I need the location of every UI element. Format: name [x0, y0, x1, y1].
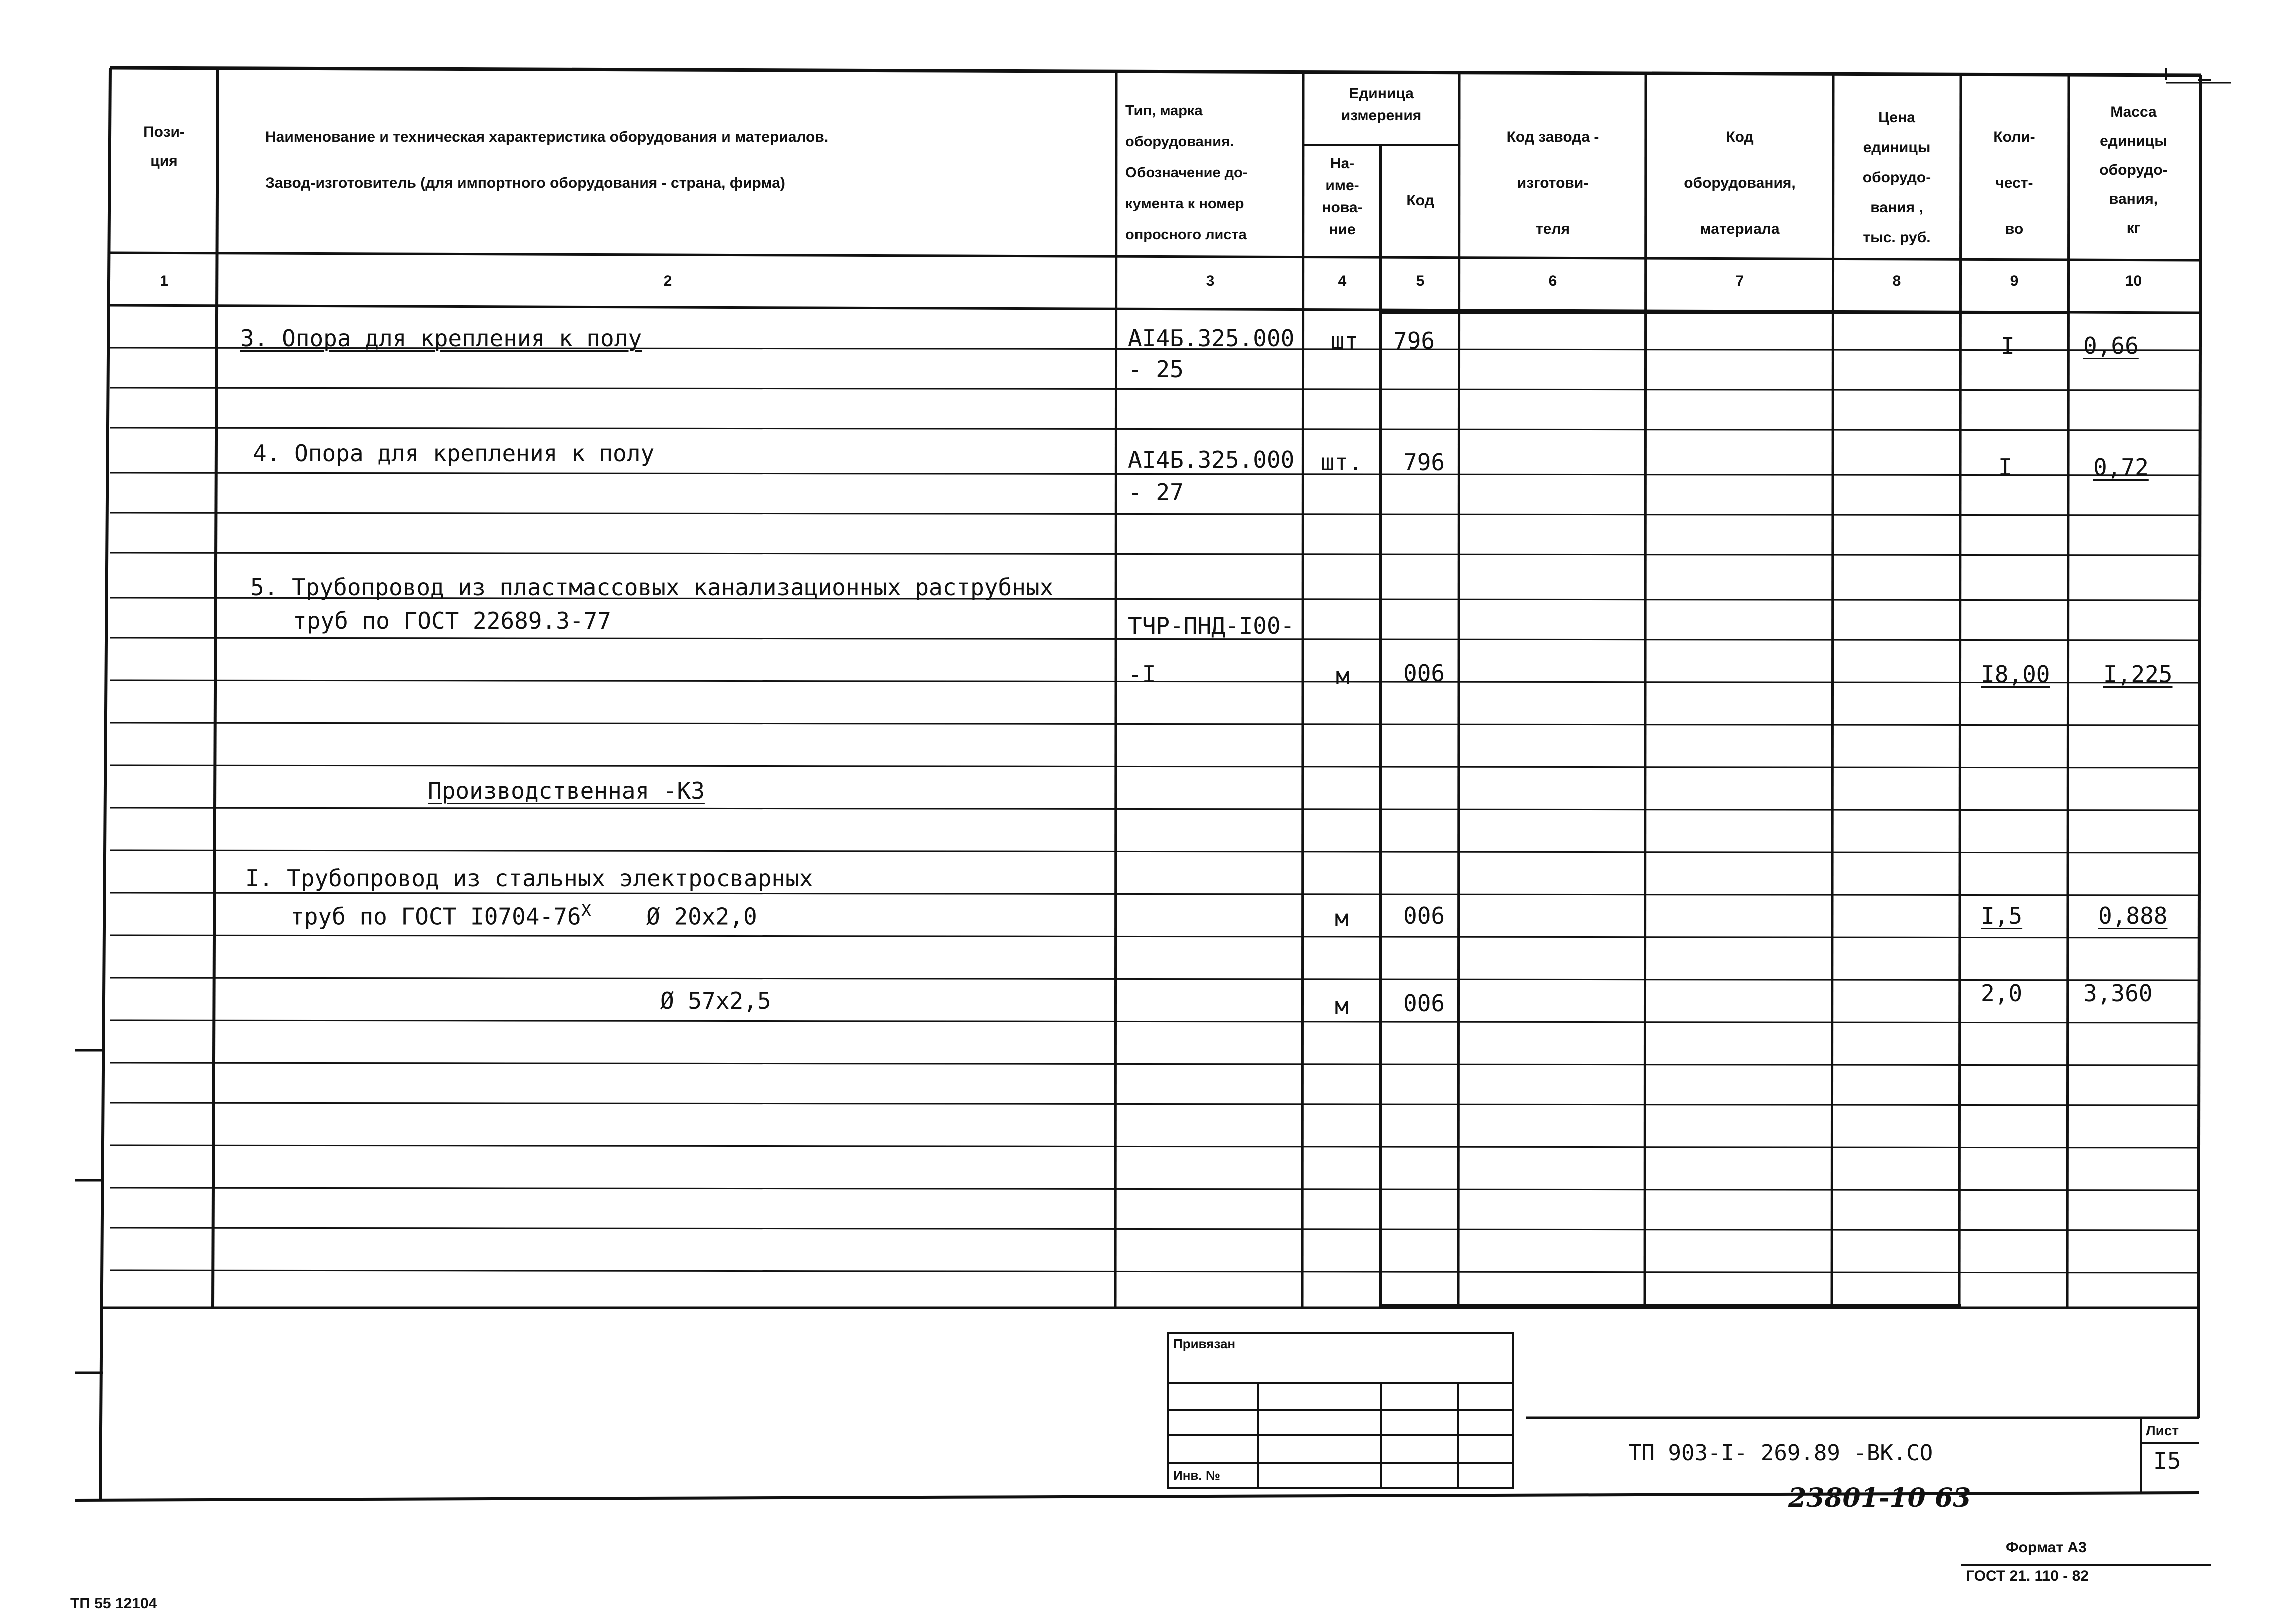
item-mass: I,225 [2103, 661, 2173, 688]
header-equipment-code-line: Код [1726, 129, 1754, 145]
column-number: 8 [1892, 273, 1901, 289]
item-dimension: Ø 20х2,0 [646, 903, 757, 930]
sheet-number: I5 [2153, 1447, 2181, 1474]
item-name-text: труб по ГОСТ I0704-76 [290, 903, 581, 930]
header-name [220, 114, 1115, 206]
column-number: 6 [1548, 273, 1557, 289]
header-mass-line: единицы [2100, 133, 2167, 149]
header-mass-line: вания, [2109, 191, 2158, 207]
section-title: Производственная -КЗ [428, 777, 705, 804]
header-unit-name-line: нова- [1322, 199, 1363, 216]
item-type: -I [1128, 661, 1156, 688]
item-mass: 0,888 [2098, 902, 2168, 929]
tp-label: ТП 55 12104 [70, 1595, 157, 1612]
header-name-line: Завод-изготовитель (для импортного оборудования - страна, фирма) [265, 175, 785, 191]
header-price-line: вания , [1870, 199, 1923, 216]
column-number: 9 [2010, 273, 2019, 289]
item-quantity: I8,00 [1981, 661, 2050, 688]
item-type: АI4Б.325.000 [1128, 325, 1295, 352]
handwritten-number: 23801-10 63 [1788, 1483, 1971, 1513]
item-name: I. Трубопровод из стальных электросварных [245, 865, 813, 892]
item-mass: 3,360 [2083, 980, 2153, 1007]
header-type-line: опросного листа [1125, 227, 1247, 243]
header-mass-line: Масса [2110, 104, 2157, 120]
header-price-line: единицы [1863, 139, 1931, 156]
header-pos-line: ция [150, 153, 178, 169]
item-unit-code: 796 [1393, 327, 1435, 354]
header-unit-code-line: Код [1406, 192, 1434, 209]
item-quantity: 2,0 [1981, 980, 2023, 1007]
item-unit-code: 006 [1403, 990, 1445, 1017]
item-unit: м [1335, 992, 1349, 1019]
header-unit [1305, 83, 1458, 127]
document-code: ТП 903-I- 269.89 -ВК.СО [1628, 1440, 1933, 1466]
header-quantity-line: во [2005, 221, 2024, 237]
item-name: 4. Опора для крепления к полу [253, 440, 655, 467]
header-factory-code-line: изготови- [1517, 175, 1589, 191]
header-factory-code [1461, 114, 1645, 252]
item-type: АI4Б.325.000 [1128, 446, 1295, 473]
header-quantity [1962, 114, 2067, 252]
item-mass: 0,72 [2093, 454, 2149, 481]
header-unit-line: измерения [1341, 107, 1422, 124]
stamp-inv: Инв. № [1173, 1468, 1220, 1483]
header-price-line: тыс. руб. [1863, 229, 1931, 246]
header-unit-line: Единица [1349, 85, 1414, 102]
sheet-label: Лист [2146, 1423, 2179, 1438]
column-number: 10 [2125, 273, 2142, 289]
column-number: 1 [160, 273, 168, 289]
item-unit-code: 796 [1403, 449, 1445, 476]
item-quantity: I [2001, 332, 2015, 359]
header-unit-name-line: На- [1330, 155, 1355, 172]
header-unit-name-line: ние [1329, 221, 1356, 238]
header-price-line: оборудо- [1862, 169, 1931, 186]
header-factory-code-line: Код завода - [1506, 129, 1599, 145]
header-type [1119, 95, 1301, 250]
item-unit: шт. [1321, 449, 1363, 476]
item-name-superscript: X [581, 901, 592, 921]
header-type-line: кумента к номер [1125, 196, 1244, 212]
item-type: - 25 [1128, 356, 1184, 383]
item-unit-code: 006 [1403, 902, 1445, 929]
item-dimension: Ø 57х2,5 [660, 987, 771, 1014]
header-equipment-code [1647, 114, 1832, 252]
header-pos [113, 118, 215, 176]
item-quantity: I [1998, 454, 2012, 481]
header-factory-code-line: теля [1536, 221, 1570, 237]
header-type-line: оборудования. [1125, 134, 1234, 150]
header-price [1834, 103, 1959, 253]
header-type-line: Тип, марка [1125, 103, 1203, 119]
item-name: труб по ГОСТ 22689.3-77 [293, 607, 611, 634]
item-unit: м [1336, 662, 1350, 689]
column-number: 3 [1206, 273, 1215, 289]
format-label: Формат А3 [2006, 1539, 2087, 1556]
header-price-line: Цена [1878, 109, 1915, 126]
gost-label: ГОСТ 21. 110 - 82 [1966, 1568, 2089, 1584]
item-type: ТЧР-ПНД-I00- [1128, 612, 1295, 639]
item-name: 3. Опора для крепления к полу [240, 325, 642, 352]
item-unit: м [1335, 905, 1349, 932]
header-name-line: Наименование и техническая характеристика оборудования и материалов. [265, 129, 829, 145]
item-unit-code: 006 [1403, 660, 1445, 687]
item-mass: 0,66 [2083, 332, 2139, 359]
header-unit-name [1305, 153, 1380, 241]
item-quantity: I,5 [1981, 902, 2023, 929]
header-quantity-line: Коли- [1993, 129, 2035, 145]
stamp-privyazan: Привязан [1173, 1336, 1236, 1351]
column-number: 5 [1416, 273, 1425, 289]
header-quantity-line: чест- [1995, 175, 2033, 191]
header-equipment-code-line: материала [1700, 221, 1780, 237]
header-equipment-code-line: оборудования, [1684, 175, 1796, 191]
header-type-line: Обозначение до- [1125, 165, 1248, 181]
header-mass [2070, 98, 2197, 243]
column-number: 7 [1735, 273, 1744, 289]
header-unit-name-line: име- [1325, 177, 1359, 194]
item-unit: шт [1331, 327, 1359, 354]
header-mass-line: кг [2126, 220, 2141, 236]
column-number: 2 [663, 273, 672, 289]
header-pos-line: Пози- [143, 124, 185, 140]
header-mass-line: оборудо- [2099, 162, 2168, 178]
item-type: - 27 [1128, 479, 1184, 506]
item-name [290, 898, 757, 929]
column-number: 4 [1338, 273, 1347, 289]
item-name: 5. Трубопровод из пластмассовых канализационных раструбных [250, 574, 1054, 601]
header-unit-code [1382, 186, 1458, 215]
